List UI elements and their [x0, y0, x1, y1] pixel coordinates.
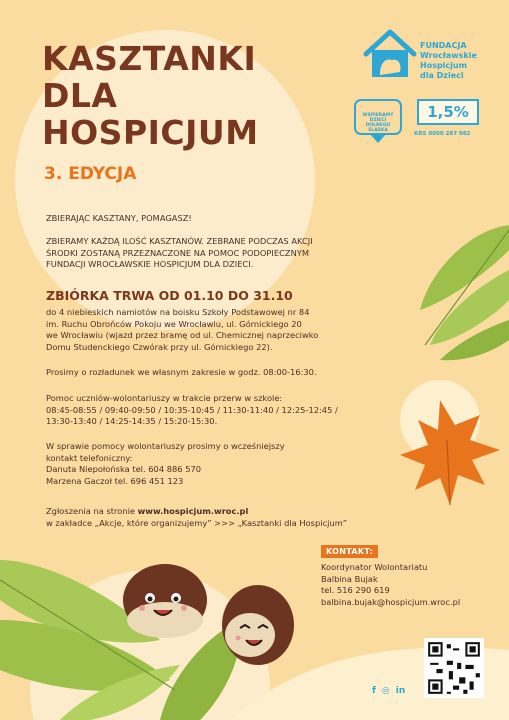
badge-line: DOLNEGO — [365, 123, 391, 128]
social-links — [372, 686, 405, 696]
location-line: im. Ruchu Obrońców Pokoju we Wrocławiu, ul. Górnickiego 20 — [46, 318, 302, 329]
title-line: DLA — [42, 76, 118, 115]
contact-label: KONTAKT: — [321, 545, 378, 558]
contact-email[interactable]: balbina.bujak@hospicjum.wroc.pl — [321, 596, 461, 607]
location-line: we Wrocławiu (wjazd przez bramę od ul. Chemicznej naprzeciwko — [46, 330, 319, 341]
description-line: ZBIERAMY KAŻDĄ ILOŚĆ KASZTANÓW. ZEBRANE PODCZAS AKCJI — [46, 236, 313, 246]
linkedin-icon[interactable]: in — [395, 686, 406, 696]
tax-percent-box — [417, 99, 479, 125]
unloading-note: Prosimy o rozładunek we własnym zakresie w godz. 08:00-16:30. — [46, 367, 317, 377]
description — [46, 236, 396, 271]
volunteer-line: Pomoc uczniów-wolontariuszy w trakcie przerw w szkole: — [46, 393, 283, 403]
tax-percent: 1,5% — [427, 103, 469, 121]
instagram-icon[interactable]: ◎ — [381, 686, 390, 696]
badge-line: WSPIERAMY — [362, 113, 394, 118]
badge-line: DZIECI — [369, 118, 387, 123]
registration-tab: w zakładce „Akcje, które organizujemy” >>> „Kasztanki dla Hospicjum” — [46, 517, 348, 528]
chestnut-character-icon — [123, 564, 207, 638]
edition-label: 3. EDYCJA — [44, 164, 137, 184]
krs-number: KRS 0000 287 982 — [414, 131, 471, 137]
contact-line: Koordynator Wolontariatu — [321, 562, 428, 572]
contact-request-line: Danuta Niepołońska tel. 604 886 570 — [46, 464, 202, 475]
foundation-name-line: dla Dzieci — [420, 71, 464, 80]
volunteer-line: 08:45-08:55 / 09:40-09:50 / 10:35-10:45 / 11:30-11:40 / 12:25-12:45 / — [46, 404, 338, 415]
contact-phone[interactable]: tel. 516 290 619 — [321, 585, 390, 596]
volunteer-line: 13:30-13:40 / 14:25-14:35 / 15:20-15:30. — [46, 416, 218, 427]
registration-prefix: Zgłoszenia na stronie — [46, 506, 138, 516]
foundation-name-line: Hospicjum — [420, 61, 467, 70]
intro-text: ZBIERAJĄC KASZTANY, POMAGASZ! — [46, 213, 192, 223]
contact-line: Balbina Bujak — [321, 573, 378, 584]
registration-info — [46, 506, 406, 529]
contact-block — [321, 562, 501, 608]
chestnut-character-icon — [222, 585, 294, 665]
volunteer-hours — [46, 393, 386, 428]
badge-line: ŚLĄSKA — [368, 128, 388, 133]
title-line: HOSPICJUM — [42, 113, 259, 152]
description-line: ŚRODKI ZOSTANĄ PRZEZNACZONE NA POMOC PODOPIECZNYM — [46, 247, 310, 258]
contact-request — [46, 441, 386, 487]
foundation-name-line: FUNDACJA — [420, 41, 467, 50]
title-line: KASZTANKI — [42, 39, 257, 78]
contact-request-line: W sprawie pomocy wolontariuszy prosimy o wcześniejszy — [46, 441, 285, 451]
registration-line — [46, 506, 406, 518]
qr-code[interactable] — [424, 638, 484, 698]
green-leaf-icon — [420, 225, 509, 360]
location-info — [46, 307, 386, 353]
facebook-icon[interactable]: f — [372, 686, 376, 696]
registration-link[interactable]: www.hospicjum.wroc.pl — [137, 506, 249, 516]
foundation-name — [420, 41, 477, 81]
house-hand-icon — [366, 32, 414, 77]
contact-request-line: Marzena Gaczoł tel. 696 451 123 — [46, 475, 184, 486]
location-line: Domu Studenckiego Czwórak przy ul. Górnickiego 22). — [46, 341, 273, 352]
location-line: do 4 niebieskich namiotów na boisku Szkoły Podstawowej nr 84 — [46, 307, 310, 317]
contact-request-line: kontakt telefoniczny: — [46, 452, 133, 463]
collection-period: ZBIÓRKA TRWA OD 01.10 DO 31.10 — [46, 288, 293, 303]
support-badge-text — [358, 113, 398, 133]
description-line: FUNDACJI WROCŁAWSKIE HOSPICJUM DLA DZIECI. — [46, 259, 254, 270]
page-title — [42, 40, 302, 151]
foundation-name-line: Wrocławskie — [420, 51, 477, 60]
